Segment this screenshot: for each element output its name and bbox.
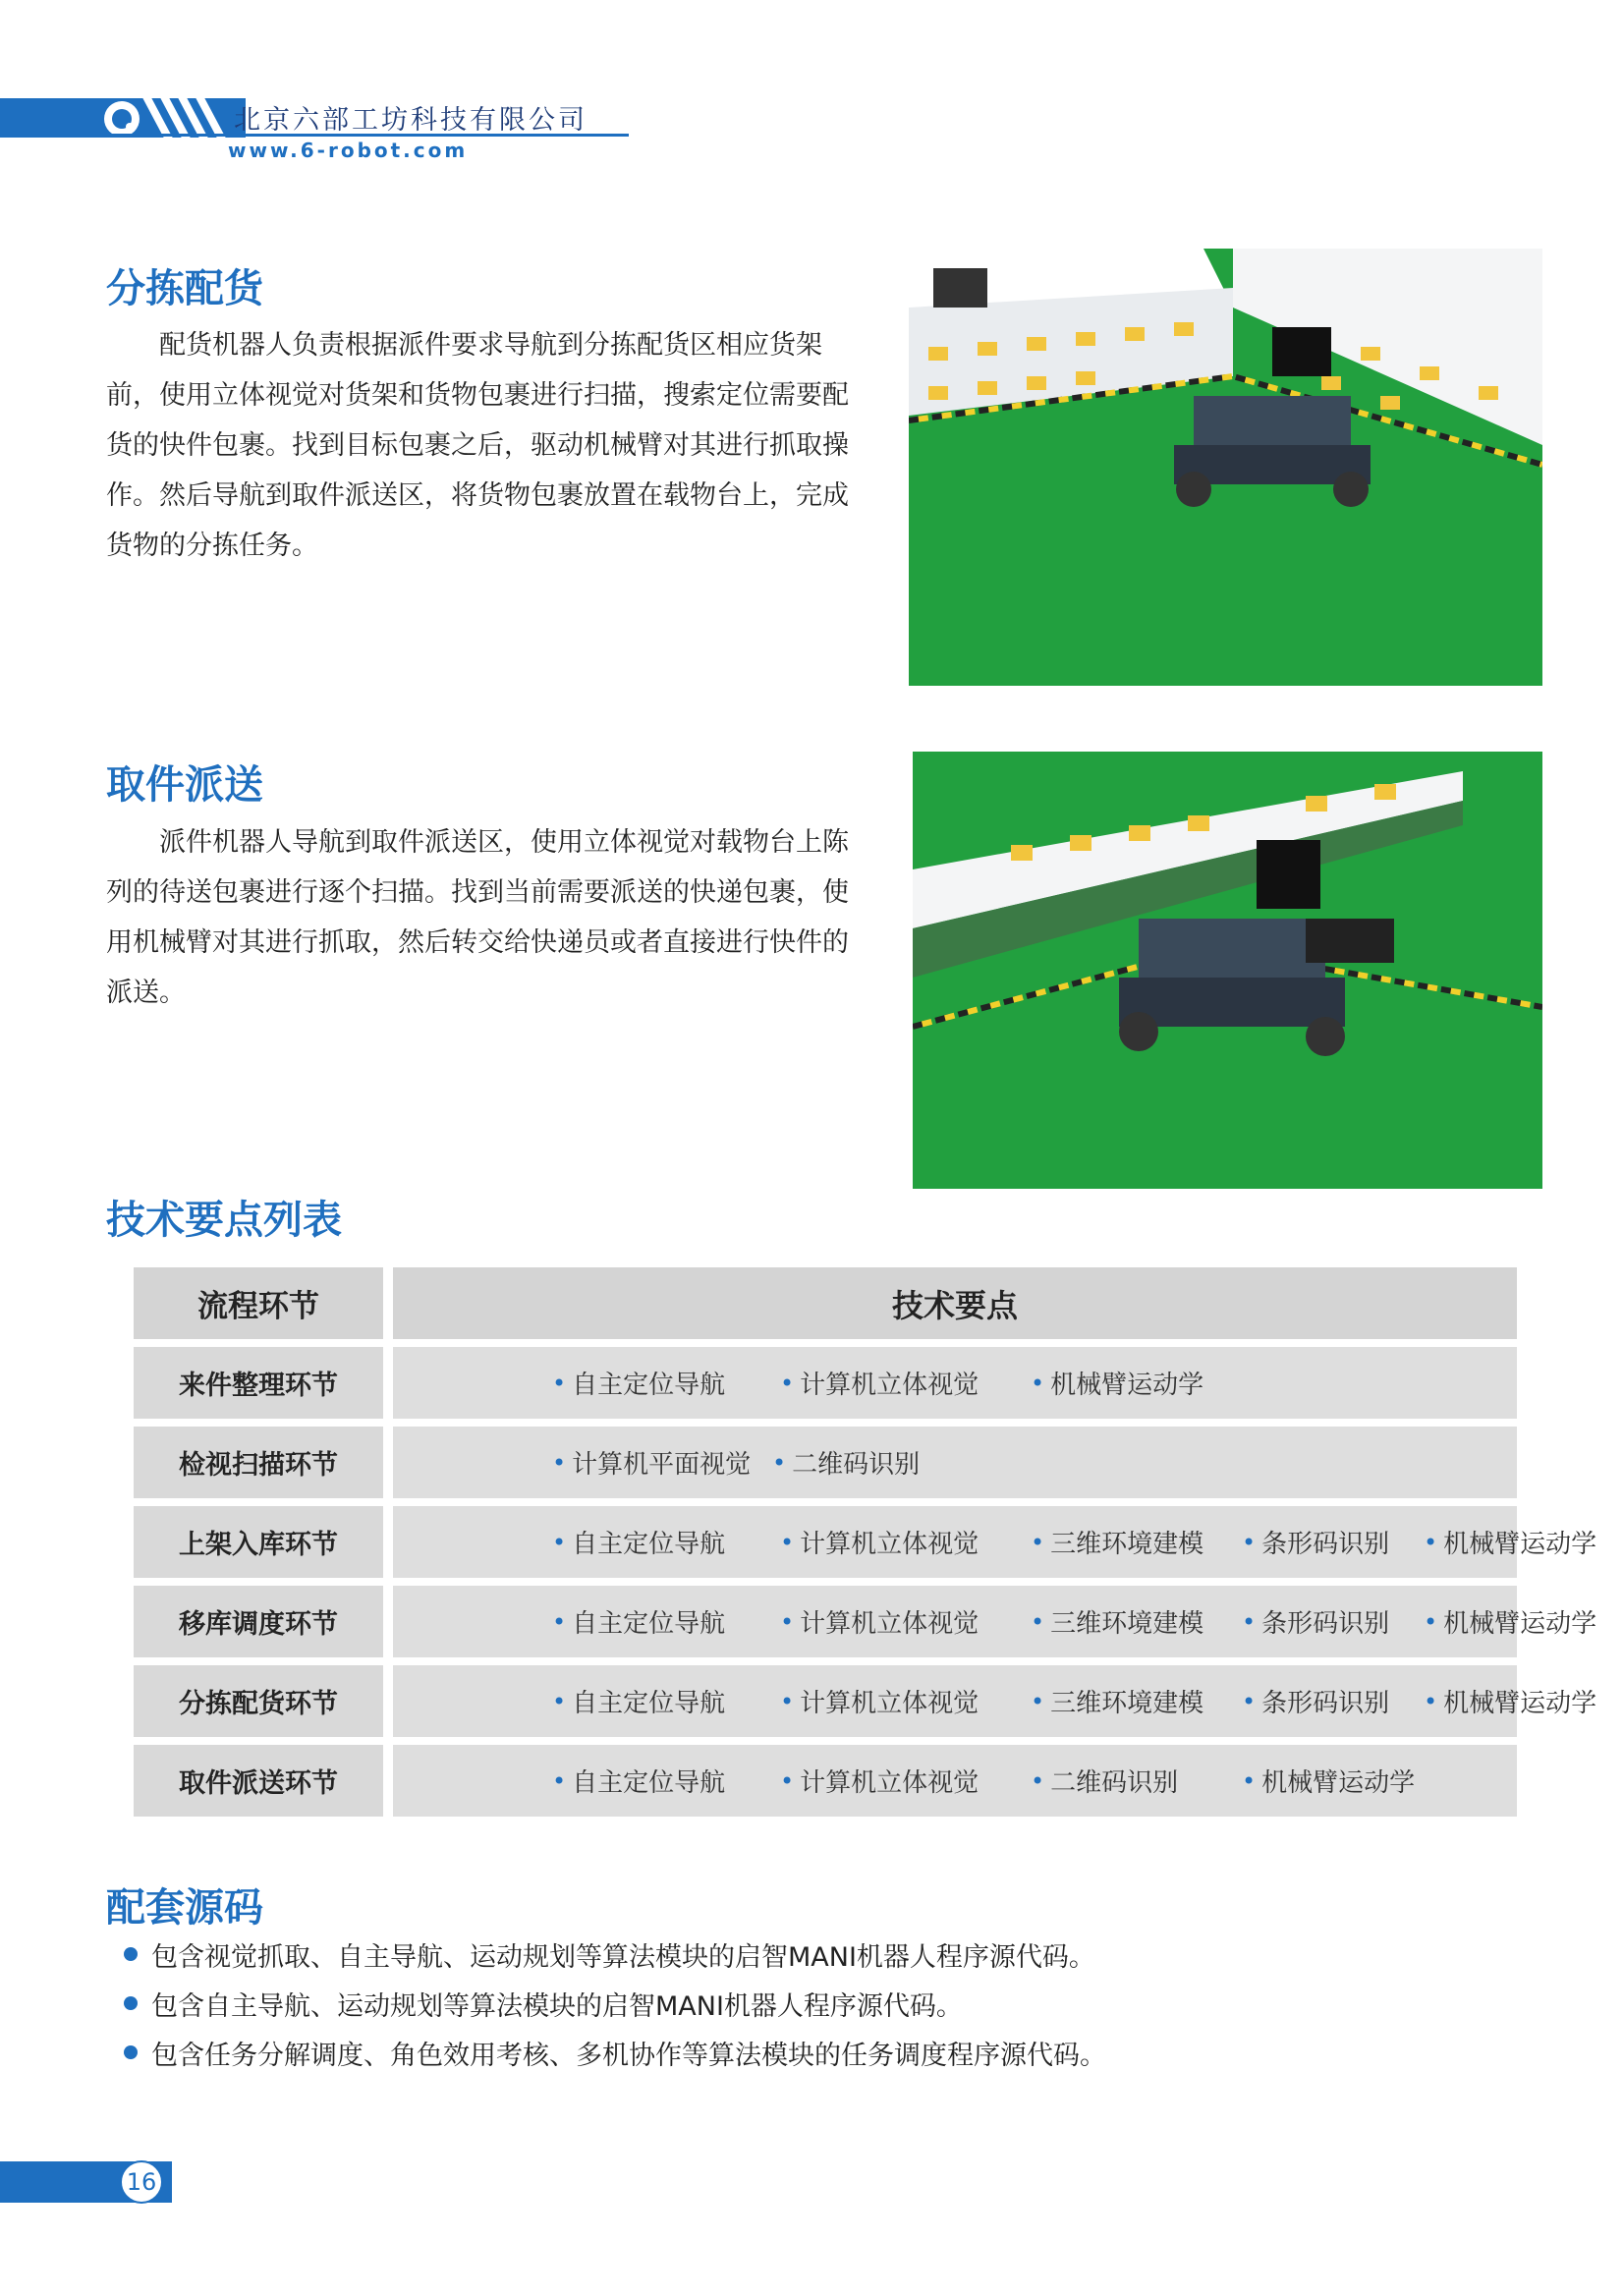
tech-point <box>1424 1586 1596 1657</box>
table-row <box>134 1347 1517 1419</box>
stage-cell: 上架入库环节 <box>134 1506 383 1578</box>
points-cell <box>393 1665 1597 1737</box>
tech-point-label: 自主定位导航 <box>572 1768 726 1798</box>
bullet-icon: • <box>780 1766 795 1795</box>
bullet-icon: • <box>1424 1687 1438 1715</box>
sorting-scene-image <box>909 249 1542 686</box>
points-cell <box>393 1745 1517 1817</box>
points-cell <box>393 1506 1597 1578</box>
tech-point-label: 自主定位导航 <box>572 1371 726 1400</box>
tech-point-label: 机械臂运动学 <box>1443 1609 1597 1639</box>
bullet-icon: • <box>780 1369 795 1397</box>
bullet-icon: • <box>552 1766 567 1795</box>
tech-point-label: 机械臂运动学 <box>1443 1689 1597 1718</box>
section-title-source: 配套源码 <box>106 1885 263 1931</box>
tech-point-label: 计算机平面视觉 <box>572 1450 752 1480</box>
company-logo-icon <box>104 101 140 137</box>
bullet-icon: • <box>1031 1766 1045 1795</box>
tech-point-label: 条形码识别 <box>1261 1609 1390 1639</box>
bullet-icon <box>124 2045 138 2059</box>
stage-cell: 来件整理环节 <box>134 1347 383 1419</box>
section-title-sorting: 分拣配货 <box>106 266 263 311</box>
tech-point-label: 三维环境建模 <box>1050 1609 1204 1639</box>
tech-point <box>552 1506 725 1578</box>
bullet-icon: • <box>1424 1528 1438 1556</box>
tech-point <box>552 1665 725 1737</box>
section-title-tech: 技术要点列表 <box>106 1198 342 1243</box>
tech-point-label: 三维环境建模 <box>1050 1689 1204 1718</box>
tech-point-label: 自主定位导航 <box>572 1530 726 1559</box>
bullet-icon: • <box>1031 1369 1045 1397</box>
section-title-delivery: 取件派送 <box>106 762 263 808</box>
tech-point <box>780 1506 979 1578</box>
bullet-icon: • <box>1031 1687 1045 1715</box>
table-header-stage: 流程环节 <box>134 1267 383 1339</box>
bullet-icon: • <box>1031 1607 1045 1636</box>
table-header-row <box>134 1267 1517 1339</box>
tech-point <box>780 1347 979 1419</box>
page-number: 16 <box>120 2160 163 2204</box>
tech-point-label: 计算机立体视觉 <box>800 1768 979 1798</box>
bullet-icon <box>124 1947 138 1961</box>
tech-point <box>1031 1506 1203 1578</box>
tech-point <box>1242 1745 1415 1817</box>
tech-point-label: 计算机立体视觉 <box>800 1530 979 1559</box>
tech-point <box>552 1586 725 1657</box>
points-cell <box>393 1347 1517 1419</box>
tech-point-label: 条形码识别 <box>1261 1689 1390 1718</box>
stage-cell: 检视扫描环节 <box>134 1427 383 1498</box>
section-body-delivery: 派件机器人导航到取件派送区，使用立体视觉对载物台上陈列的待送包裹进行逐个扫描。找到当前需要派送的快递包裹，使用机械臂对其进行抓取，然后转交给快递员或者直接进行快件的派送。 <box>106 827 849 1008</box>
bullet-icon: • <box>552 1448 567 1477</box>
tech-point <box>1031 1745 1178 1817</box>
tech-point <box>1242 1665 1389 1737</box>
tech-point-label: 计算机立体视觉 <box>800 1689 979 1718</box>
bullet-icon: • <box>552 1528 567 1556</box>
bullet-icon <box>124 1996 138 2010</box>
tech-point <box>772 1427 920 1498</box>
table-row <box>134 1586 1597 1657</box>
tech-point <box>780 1745 979 1817</box>
table-header-points: 技术要点 <box>393 1267 1517 1339</box>
table-row <box>134 1665 1597 1737</box>
tech-point-label: 机械臂运动学 <box>1443 1530 1597 1559</box>
bullet-icon: • <box>1424 1607 1438 1636</box>
tech-point <box>1031 1347 1203 1419</box>
bullet-icon: • <box>780 1528 795 1556</box>
table-row <box>134 1506 1597 1578</box>
bullet-icon: • <box>772 1448 787 1477</box>
tech-point-label: 二维码识别 <box>1050 1768 1179 1798</box>
bullet-icon: • <box>780 1607 795 1636</box>
stage-cell: 分拣配货环节 <box>134 1665 383 1737</box>
bullet-icon: • <box>552 1687 567 1715</box>
company-name: 北京六部工坊科技有限公司 <box>234 105 588 136</box>
tech-point-label: 计算机立体视觉 <box>800 1371 979 1400</box>
bullet-icon: • <box>780 1687 795 1715</box>
header-stripes <box>149 98 230 138</box>
tech-point-label: 三维环境建模 <box>1050 1530 1204 1559</box>
points-cell <box>393 1427 1517 1498</box>
tech-point <box>780 1665 979 1737</box>
tech-point <box>1031 1665 1203 1737</box>
tech-point <box>1424 1506 1596 1578</box>
company-url: www.6-robot.com <box>228 139 469 162</box>
bullet-icon: • <box>1242 1528 1257 1556</box>
table-row <box>134 1745 1517 1817</box>
bullet-icon: • <box>552 1369 567 1397</box>
tech-point <box>1424 1665 1596 1737</box>
bullet-icon: • <box>552 1607 567 1636</box>
bullet-icon: • <box>1242 1687 1257 1715</box>
tech-point <box>552 1745 725 1817</box>
tech-point-label: 机械臂运动学 <box>1261 1768 1416 1798</box>
tech-point <box>1242 1506 1389 1578</box>
tech-point <box>780 1586 979 1657</box>
points-cell <box>393 1586 1597 1657</box>
tech-point <box>552 1427 751 1498</box>
tech-point-label: 二维码识别 <box>792 1450 921 1480</box>
section-body-sorting: 配货机器人负责根据派件要求导航到分拣配货区相应货架前，使用立体视觉对货架和货物包裹进行扫描，搜索定位需要配货的快件包裹。找到目标包裹之后，驱动机械臂对其进行抓取操作。然后导航到取件派送区，将货物包裹放置在载物台上，完成货物的分拣任务。 <box>106 330 849 561</box>
bullet-icon: • <box>1242 1607 1257 1636</box>
tech-point <box>1031 1586 1203 1657</box>
stage-cell: 移库调度环节 <box>134 1586 383 1657</box>
delivery-scene-image <box>913 752 1542 1189</box>
tech-point-label: 条形码识别 <box>1261 1530 1390 1559</box>
bullet-icon: • <box>1242 1766 1257 1795</box>
tech-point-label: 自主定位导航 <box>572 1689 726 1718</box>
tech-point-label: 计算机立体视觉 <box>800 1609 979 1639</box>
tech-point <box>552 1347 725 1419</box>
tech-point <box>1242 1586 1389 1657</box>
table-row <box>134 1427 1517 1498</box>
bullet-icon: • <box>1031 1528 1045 1556</box>
stage-cell: 取件派送环节 <box>134 1745 383 1817</box>
tech-point-label: 自主定位导航 <box>572 1609 726 1639</box>
tech-point-label: 机械臂运动学 <box>1050 1371 1204 1400</box>
